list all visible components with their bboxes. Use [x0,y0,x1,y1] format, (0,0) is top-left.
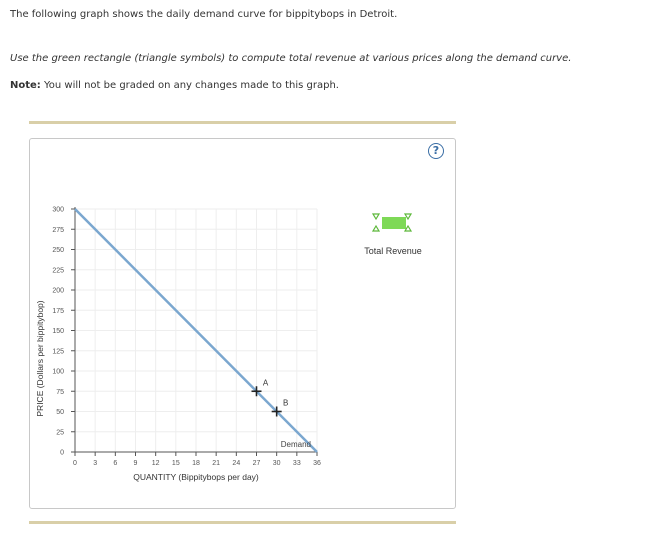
x-tick-label: 18 [192,460,200,467]
point-label: A [262,378,269,388]
y-tick-label: 50 [56,409,64,416]
y-tick-label: 25 [56,429,64,437]
note-text: You will not be graded on any changes made to this graph. [40,80,339,91]
x-tick-label: 21 [212,460,221,467]
point-label: B [282,398,289,408]
x-tick-label: 0 [73,460,77,467]
y-tick-label: 175 [52,307,64,315]
bottom-divider [29,521,456,524]
y-tick-label: 125 [52,348,64,356]
y-tick-label: 100 [52,368,64,376]
y-tick-label: 0 [60,449,64,457]
intro-line-1: The following graph shows the daily demand curve for bippitybops in Detroit. [10,9,398,20]
y-tick-label: 300 [52,206,64,214]
y-tick-label: 200 [52,287,64,295]
x-tick-label: 6 [113,460,118,467]
x-axis-label: QUANTITY (Bippitybops per day) [133,472,259,482]
x-tick-label: 36 [313,460,321,467]
triangle-icon[interactable] [373,214,379,219]
y-tick-label: 150 [52,328,64,335]
x-tick-label: 3 [93,460,98,467]
x-tick-label: 24 [232,460,241,467]
x-tick-label: 12 [151,460,160,467]
total-revenue-tool[interactable] [373,214,411,231]
demand-curve-label: Demand [280,440,311,449]
total-revenue-rectangle[interactable] [382,217,406,229]
y-tick-label: 250 [52,247,64,254]
intro-line-2: Use the green rectangle (triangle symbols) to compute total revenue at various prices along the demand curve. [10,53,572,64]
triangle-icon[interactable] [373,226,379,231]
x-tick-label: 15 [171,460,180,467]
y-tick-label: 275 [52,226,64,234]
x-tick-label: 9 [133,460,138,467]
help-icon[interactable]: ? [428,143,444,159]
note-label: Note: [10,80,41,91]
y-tick-label: 225 [52,267,64,275]
x-tick-label: 30 [272,460,281,467]
x-tick-label: 33 [292,460,301,467]
y-axis-label: PRICE (Dollars per bippitybop) [35,300,45,417]
total-revenue-label: Total Revenue [364,246,422,256]
x-tick-label: 27 [252,460,261,467]
y-tick-label: 75 [56,388,64,396]
